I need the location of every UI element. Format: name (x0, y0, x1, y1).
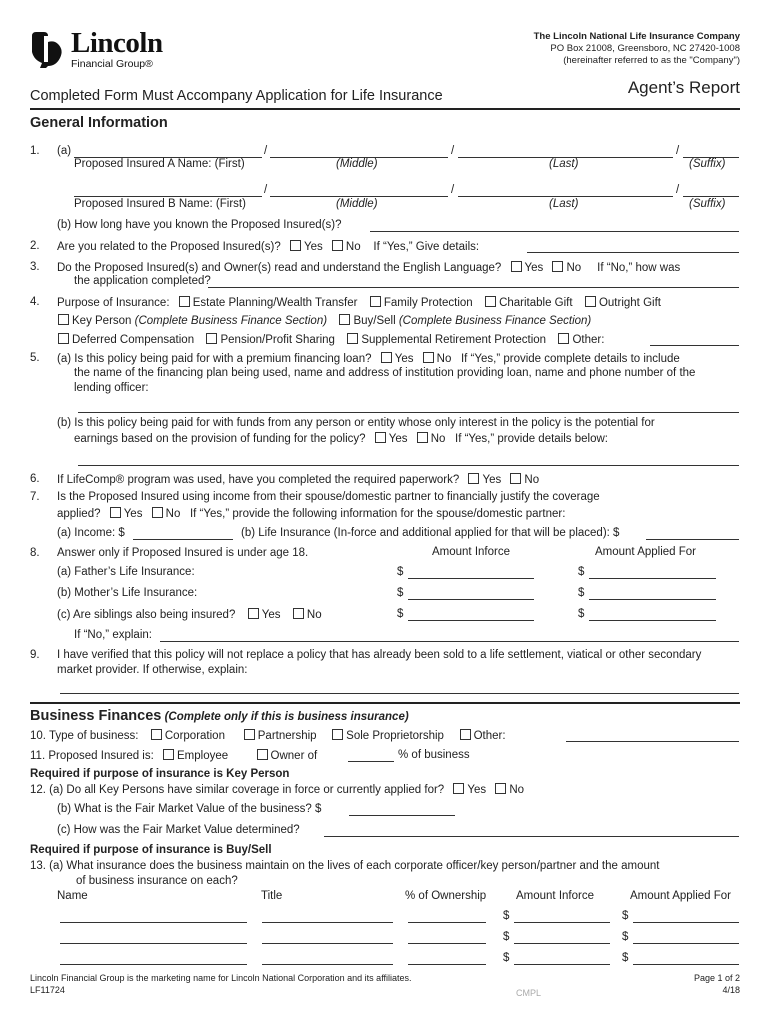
q7-line2: applied? (57, 508, 101, 520)
row1-dollar-inforce: $ (503, 910, 510, 922)
q8c-applied-field[interactable] (589, 620, 716, 621)
lincoln-logo-icon (30, 30, 66, 70)
purpose-estate-label: Estate Planning/Wealth Transfer (192, 297, 358, 309)
business-title-note: (Complete only if this is business insurance) (164, 711, 409, 723)
q13-text: 13. (a) What insurance does the business maintain on the lives of each corporate officer/key person/partner and the amount (30, 860, 660, 872)
business-partnership-checkbox[interactable] (244, 729, 255, 740)
business-other-checkbox[interactable] (460, 729, 471, 740)
q5a-if-yes: If “Yes,” provide complete details to include (460, 353, 680, 365)
q1-b-field[interactable] (370, 231, 739, 232)
q7-life-insurance-field[interactable] (646, 539, 739, 540)
row2-dollar-applied: $ (622, 931, 629, 943)
fmv-method-field[interactable] (324, 836, 739, 837)
row2-ownership-field[interactable] (408, 943, 486, 944)
purpose-outright-checkbox[interactable] (585, 296, 596, 307)
q12-yes-label: Yes (467, 784, 487, 796)
last-label-a: (Last) (549, 158, 579, 170)
q3-no-checkbox[interactable] (552, 261, 563, 272)
q2-text: Are you related to the Proposed Insured(s)? (57, 241, 281, 253)
q7-text: Is the Proposed Insured using income from their spouse/domestic partner to financially justify the coverage (57, 491, 600, 503)
business-corporation-checkbox[interactable] (151, 729, 162, 740)
q8a-dollar-applied: $ (578, 566, 585, 578)
footer-marketing: Lincoln Financial Group is the marketing name for Lincoln National Corporation and its affiliates. (30, 973, 412, 983)
insured-owner-checkbox[interactable] (257, 749, 268, 760)
brand-name: Lincoln (71, 27, 163, 59)
q2-yes-checkbox[interactable] (290, 240, 301, 251)
purpose-pension-label: Pension/Profit Sharing (220, 334, 335, 346)
purpose-supplemental-checkbox[interactable] (347, 333, 358, 344)
q12-no-label: No (509, 784, 525, 796)
q6-no-label: No (524, 474, 540, 486)
name-b-suffix-field[interactable] (683, 196, 739, 197)
q6-number: 6. (30, 473, 40, 485)
q8b-dollar-inforce: $ (397, 587, 404, 599)
row3-name-field[interactable] (60, 964, 247, 965)
business-other-field[interactable] (566, 741, 739, 742)
q1-a-label: (a) (57, 145, 72, 157)
q2-details-label: If “Yes,” Give details: (373, 241, 480, 253)
q1-number: 1. (30, 145, 40, 157)
q7-b-label: (b) Life Insurance (In-force and additional applied for that will be placed): $ (241, 527, 620, 539)
insured-employee-label: Employee (177, 750, 229, 762)
purpose-family-checkbox[interactable] (370, 296, 381, 307)
q8c-yes-label: Yes (261, 609, 281, 621)
q7-income-field[interactable] (133, 539, 233, 540)
row3-ownership-field[interactable] (408, 964, 486, 965)
business-other-label: Other: (473, 730, 506, 742)
row3-dollar-applied: $ (622, 952, 629, 964)
col-name: Name (57, 890, 88, 902)
purpose-charitable-checkbox[interactable] (485, 296, 496, 307)
q11-pct-label: % of business (398, 749, 470, 761)
q3-field[interactable] (208, 287, 739, 288)
purpose-other-field[interactable] (650, 345, 739, 346)
q9-field[interactable] (60, 693, 739, 694)
q8c-inforce-field[interactable] (408, 620, 534, 621)
row3-inforce-field[interactable] (514, 964, 610, 965)
row2-inforce-field[interactable] (514, 943, 610, 944)
form-instruction: Completed Form Must Accompany Application for Life Insurance (30, 88, 443, 104)
q8c-dollar-applied: $ (578, 608, 585, 620)
q5a-line3: lending officer: (74, 382, 149, 394)
purpose-family-label: Family Protection (383, 297, 473, 309)
purpose-other-label: Other: (572, 334, 605, 346)
q8c-text: (c) Are siblings also being insured? (57, 609, 236, 621)
row3-dollar-inforce: $ (503, 952, 510, 964)
purpose-key-person-label: Key Person (72, 315, 132, 327)
q5b-yes-label: Yes (388, 433, 408, 445)
footer-date: 4/18 (722, 985, 740, 995)
purpose-pension-checkbox[interactable] (206, 333, 217, 344)
q11-text: 11. Proposed Insured is: (30, 750, 154, 762)
q2-number: 2. (30, 240, 40, 252)
q8a-applied-field[interactable] (589, 578, 716, 579)
q9-number: 9. (30, 649, 40, 661)
name-b-last-field[interactable] (458, 196, 673, 197)
purpose-buy-sell-label: Buy/Sell (353, 315, 396, 327)
amount-inforce-header: Amount Inforce (432, 546, 510, 558)
col-ownership: % of Ownership (405, 890, 487, 902)
q5b-text: (b) Is this policy being paid for with funds from any person or entity whose only interest in the policy is the potential for (57, 417, 655, 429)
q13-line2: of business insurance on each? (76, 875, 238, 887)
q2-no-checkbox[interactable] (332, 240, 343, 251)
col-amount-applied: Amount Applied For (630, 890, 732, 902)
q3-yes-checkbox[interactable] (511, 261, 522, 272)
q8b-text: (b) Mother’s Life Insurance: (57, 587, 198, 599)
suffix-label-b: (Suffix) (689, 198, 726, 210)
business-sole-checkbox[interactable] (332, 729, 343, 740)
q2-details-field[interactable] (527, 252, 739, 253)
col-amount-inforce: Amount Inforce (516, 890, 594, 902)
q12-yes-checkbox[interactable] (453, 783, 464, 794)
name-b-first-field[interactable] (74, 196, 262, 197)
middle-label-b: (Middle) (336, 198, 378, 210)
q4-text: Purpose of Insurance: (57, 297, 170, 309)
row2-dollar-inforce: $ (503, 931, 510, 943)
q2-yes-label: Yes (303, 241, 323, 253)
q5b-yes-checkbox[interactable] (375, 432, 386, 443)
q5a-field[interactable] (78, 412, 739, 413)
purpose-other-checkbox[interactable] (558, 333, 569, 344)
company-name: The Lincoln National Life Insurance Company (533, 31, 740, 42)
q7-number: 7. (30, 491, 40, 503)
row1-title-field[interactable] (262, 922, 393, 923)
q2-no-label: No (345, 241, 361, 253)
amount-applied-header: Amount Applied For (595, 546, 697, 558)
q7-a-label: (a) Income: $ (57, 527, 125, 539)
q5a-text: (a) Is this policy being paid for with a premium financing loan? (57, 353, 372, 365)
q8b-dollar-applied: $ (578, 587, 585, 599)
last-label-b: (Last) (549, 198, 579, 210)
q5b-if-yes: If “Yes,” provide details below: (455, 433, 608, 445)
row3-title-field[interactable] (262, 964, 393, 965)
q8-text: Answer only if Proposed Insured is under age 18. (57, 547, 309, 559)
q3-text: Do the Proposed Insured(s) and Owner(s) read and understand the English Language? (57, 262, 502, 274)
section-title-general: General Information (30, 115, 168, 131)
q8b-inforce-field[interactable] (408, 599, 534, 600)
q8c-dollar-inforce: $ (397, 608, 404, 620)
q5b-line2: earnings based on the provision of funding for the policy? (74, 433, 366, 445)
q8a-text: (a) Father’s Life Insurance: (57, 566, 195, 578)
q12-no-checkbox[interactable] (495, 783, 506, 794)
footer-form-number: LF11724 (30, 985, 65, 995)
q5b-no-label: No (430, 433, 446, 445)
purpose-outright-label: Outright Gift (598, 297, 661, 309)
col-title: Title (261, 890, 283, 902)
q3-no-label: No (566, 262, 582, 274)
q8a-dollar-inforce: $ (397, 566, 404, 578)
row1-dollar-applied: $ (622, 910, 629, 922)
q7-no-label: No (165, 508, 181, 520)
q3-yes-label: Yes (524, 262, 544, 274)
header-rule (30, 108, 740, 110)
q5b-field[interactable] (78, 465, 739, 466)
purpose-estate-checkbox[interactable] (179, 296, 190, 307)
q3-cont: the application completed? (74, 275, 211, 287)
row3-applied-field[interactable] (633, 964, 739, 965)
q10-text: 10. Type of business: (30, 730, 139, 742)
row1-ownership-field[interactable] (408, 922, 486, 923)
key-person-note: (Complete Business Finance Section) (134, 315, 328, 327)
company-address: PO Box 21008, Greensboro, NC 27420-1008 (550, 43, 740, 54)
insured-owner-label: Owner of (270, 750, 318, 762)
q3-number: 3. (30, 261, 40, 273)
purpose-deferred-label: Deferred Compensation (72, 334, 195, 346)
q6-yes-checkbox[interactable] (468, 473, 479, 484)
q12c-text: (c) How was the Fair Market Value determined? (57, 824, 300, 836)
q5b-no-checkbox[interactable] (417, 432, 428, 443)
buy-sell-note: (Complete Business Finance Section) (398, 315, 592, 327)
company-note: (hereinafter referred to as the "Company") (563, 55, 740, 66)
row2-title-field[interactable] (262, 943, 393, 944)
purpose-buy-sell-checkbox[interactable] (339, 314, 350, 325)
row1-applied-field[interactable] (633, 922, 739, 923)
purpose-charitable-label: Charitable Gift (499, 297, 573, 309)
q4-number: 4. (30, 296, 40, 308)
name-b-middle-field[interactable] (270, 196, 448, 197)
middle-label-a: (Middle) (336, 158, 378, 170)
purpose-deferred-checkbox[interactable] (58, 333, 69, 344)
page-title: Agent’s Report (627, 78, 740, 97)
q1-b-text: (b) How long have you known the Proposed Insured(s)? (57, 219, 342, 231)
q8c-no-label: No (306, 609, 322, 621)
q8b-applied-field[interactable] (589, 599, 716, 600)
q8c-no-checkbox[interactable] (293, 608, 304, 619)
q7-yes-label: Yes (123, 508, 143, 520)
footer-cmpl: CMPL (516, 988, 542, 998)
q7-if-yes: If “Yes,” provide the following information for the spouse/domestic partner: (189, 508, 566, 520)
business-partnership-label: Partnership (257, 730, 317, 742)
q5-number: 5. (30, 352, 40, 364)
q7-yes-checkbox[interactable] (110, 507, 121, 518)
q5a-line2: the name of the financing plan being used, name and address of institution providing loan, name and phone number of the (74, 367, 696, 379)
purpose-key-person-checkbox[interactable] (58, 314, 69, 325)
business-corporation-label: Corporation (164, 730, 225, 742)
owner-percent-field[interactable] (348, 761, 394, 762)
q8-explain-field[interactable] (160, 641, 739, 642)
q7-no-checkbox[interactable] (152, 507, 163, 518)
row2-applied-field[interactable] (633, 943, 739, 944)
insured-employee-checkbox[interactable] (163, 749, 174, 760)
req-key-person: Required if purpose of insurance is Key Person (30, 768, 290, 780)
name-a-label: Proposed Insured A Name: (First) (74, 158, 245, 170)
q9-text: I have verified that this policy will not replace a policy that has already been sold to a life settlement, viatical or other secondary (57, 649, 702, 661)
q6-text: If LifeComp® program was used, have you completed the required paperwork? (57, 474, 460, 486)
q8c-yes-checkbox[interactable] (248, 608, 259, 619)
business-sole-label: Sole Proprietorship (346, 730, 444, 742)
q8-number: 8. (30, 547, 40, 559)
brand-sub: Financial Group® (71, 58, 153, 70)
req-buy-sell: Required if purpose of insurance is Buy/Sell (30, 844, 272, 856)
q3-if-no: If “No,” how was (597, 262, 681, 274)
q5a-yes-label: Yes (394, 353, 414, 365)
business-rule (30, 702, 740, 704)
section-title-business: Business Finances (30, 708, 162, 724)
q9-line2: market provider. If otherwise, explain: (57, 664, 248, 676)
fair-market-value-field[interactable] (349, 815, 455, 816)
name-b-label: Proposed Insured B Name: (First) (74, 198, 246, 210)
q8a-inforce-field[interactable] (408, 578, 534, 579)
q5a-yes-checkbox[interactable] (381, 352, 392, 363)
row1-inforce-field[interactable] (514, 922, 610, 923)
q5a-no-checkbox[interactable] (423, 352, 434, 363)
row2-name-field[interactable] (60, 943, 247, 944)
footer-page: Page 1 of 2 (693, 973, 740, 983)
q6-no-checkbox[interactable] (510, 473, 521, 484)
q12-text: 12. (a) Do all Key Persons have similar coverage in force or currently applied for? (30, 784, 445, 796)
row1-name-field[interactable] (60, 922, 247, 923)
purpose-supplemental-label: Supplemental Retirement Protection (361, 334, 547, 346)
q12b-text: (b) What is the Fair Market Value of the business? $ (57, 803, 322, 815)
q8-explain-label: If “No,” explain: (74, 629, 152, 641)
suffix-label-a: (Suffix) (689, 158, 726, 170)
q5a-no-label: No (436, 353, 452, 365)
q6-yes-label: Yes (482, 474, 502, 486)
